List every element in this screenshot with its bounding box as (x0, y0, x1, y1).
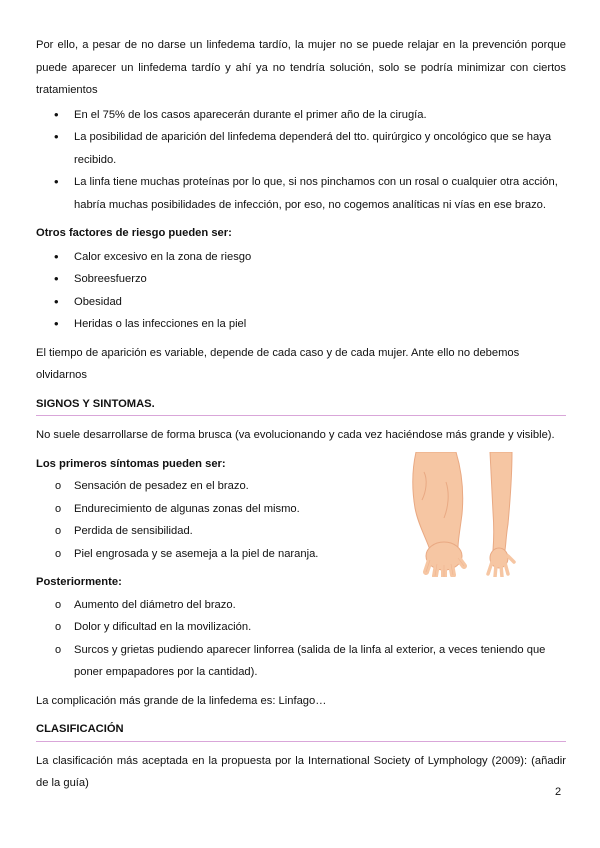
signs-heading: SIGNOS Y SINTOMAS. (36, 397, 155, 410)
risk-factors-title: Otros factores de riesgo pueden ser: (36, 227, 232, 239)
first-symptoms-list (36, 475, 406, 565)
document-page (36, 34, 566, 795)
list-item: o Perdida de sensibilidad. (36, 520, 406, 543)
list-item: o Dolor y dificultad en la movilización. (36, 616, 566, 639)
list-item: o Piel engrosada y se asemeja a la piel de naranja. (36, 543, 406, 566)
lymphedema-arms-illustration (402, 452, 570, 577)
page-number: 2 (555, 786, 562, 798)
intro-paragraph: Por ello, a pesar de no darse un linfedema tardío, la mujer no se puede relajar en la prevención porque puede aparecer un linfedema tardío y ahí ya no tendría solución, solo se podría minimizar con ciertos tratamientos (36, 39, 566, 96)
risk-factors-list (36, 246, 566, 336)
list-item: • En el 75% de los casos aparecerán durante el primer año de la cirugía. (36, 104, 566, 127)
classification-heading: CLASIFICACIÓN (36, 723, 124, 735)
swollen-arm-drawing (413, 452, 464, 577)
list-item: o Surcos y grietas pudiendo aparecer linforrea (salida de la linfa al exterior, a veces teniendo que poner empapadores por la cantidad). (36, 639, 566, 684)
signs-intro: No suele desarrollarse de forma brusca (va evolucionando y cada vez haciéndose más grande y visible). (36, 429, 555, 441)
list-item: o Aumento del diámetro del brazo. (36, 594, 566, 617)
list-item: • Heridas o las infecciones en la piel (36, 313, 566, 336)
section-divider (36, 415, 566, 416)
list-item: • La linfa tiene muchas proteínas por lo que, si nos pinchamos con un rosal o cualquier otra acción, habría muchas posibilidades de infección, por eso, no cogemos analíticas ni vías en ese brazo. (36, 171, 566, 216)
list-item: o Endurecimiento de algunas zonas del mismo. (36, 498, 406, 521)
consequences-list (36, 104, 566, 217)
list-item: • La posibilidad de aparición del linfedema dependerá del tto. quirúrgico y oncológico que se haya recibido. (36, 126, 566, 171)
list-item: • Obesidad (36, 291, 566, 314)
onset-time-paragraph: El tiempo de aparición es variable, depende de cada caso y de cada mujer. Ante ello no debemos olvidarnos (36, 346, 520, 381)
later-symptoms-title: Posteriormente: (36, 576, 122, 588)
complication-paragraph: La complicación más grande de la linfedema es: Linfago… (36, 694, 327, 707)
list-item: • Calor excesivo en la zona de riesgo (36, 246, 566, 269)
section-divider (36, 741, 566, 742)
normal-arm-drawing (488, 452, 514, 577)
classification-paragraph: La clasificación más aceptada en la propuesta por la International Society of Lymphology (2009): (añadir de la guía) (36, 754, 566, 789)
list-item: • Sobreesfuerzo (36, 268, 566, 291)
first-symptoms-title: Los primeros síntomas pueden ser: (36, 457, 226, 470)
later-symptoms-list (36, 594, 566, 684)
list-item: o Sensación de pesadez en el brazo. (36, 475, 406, 498)
